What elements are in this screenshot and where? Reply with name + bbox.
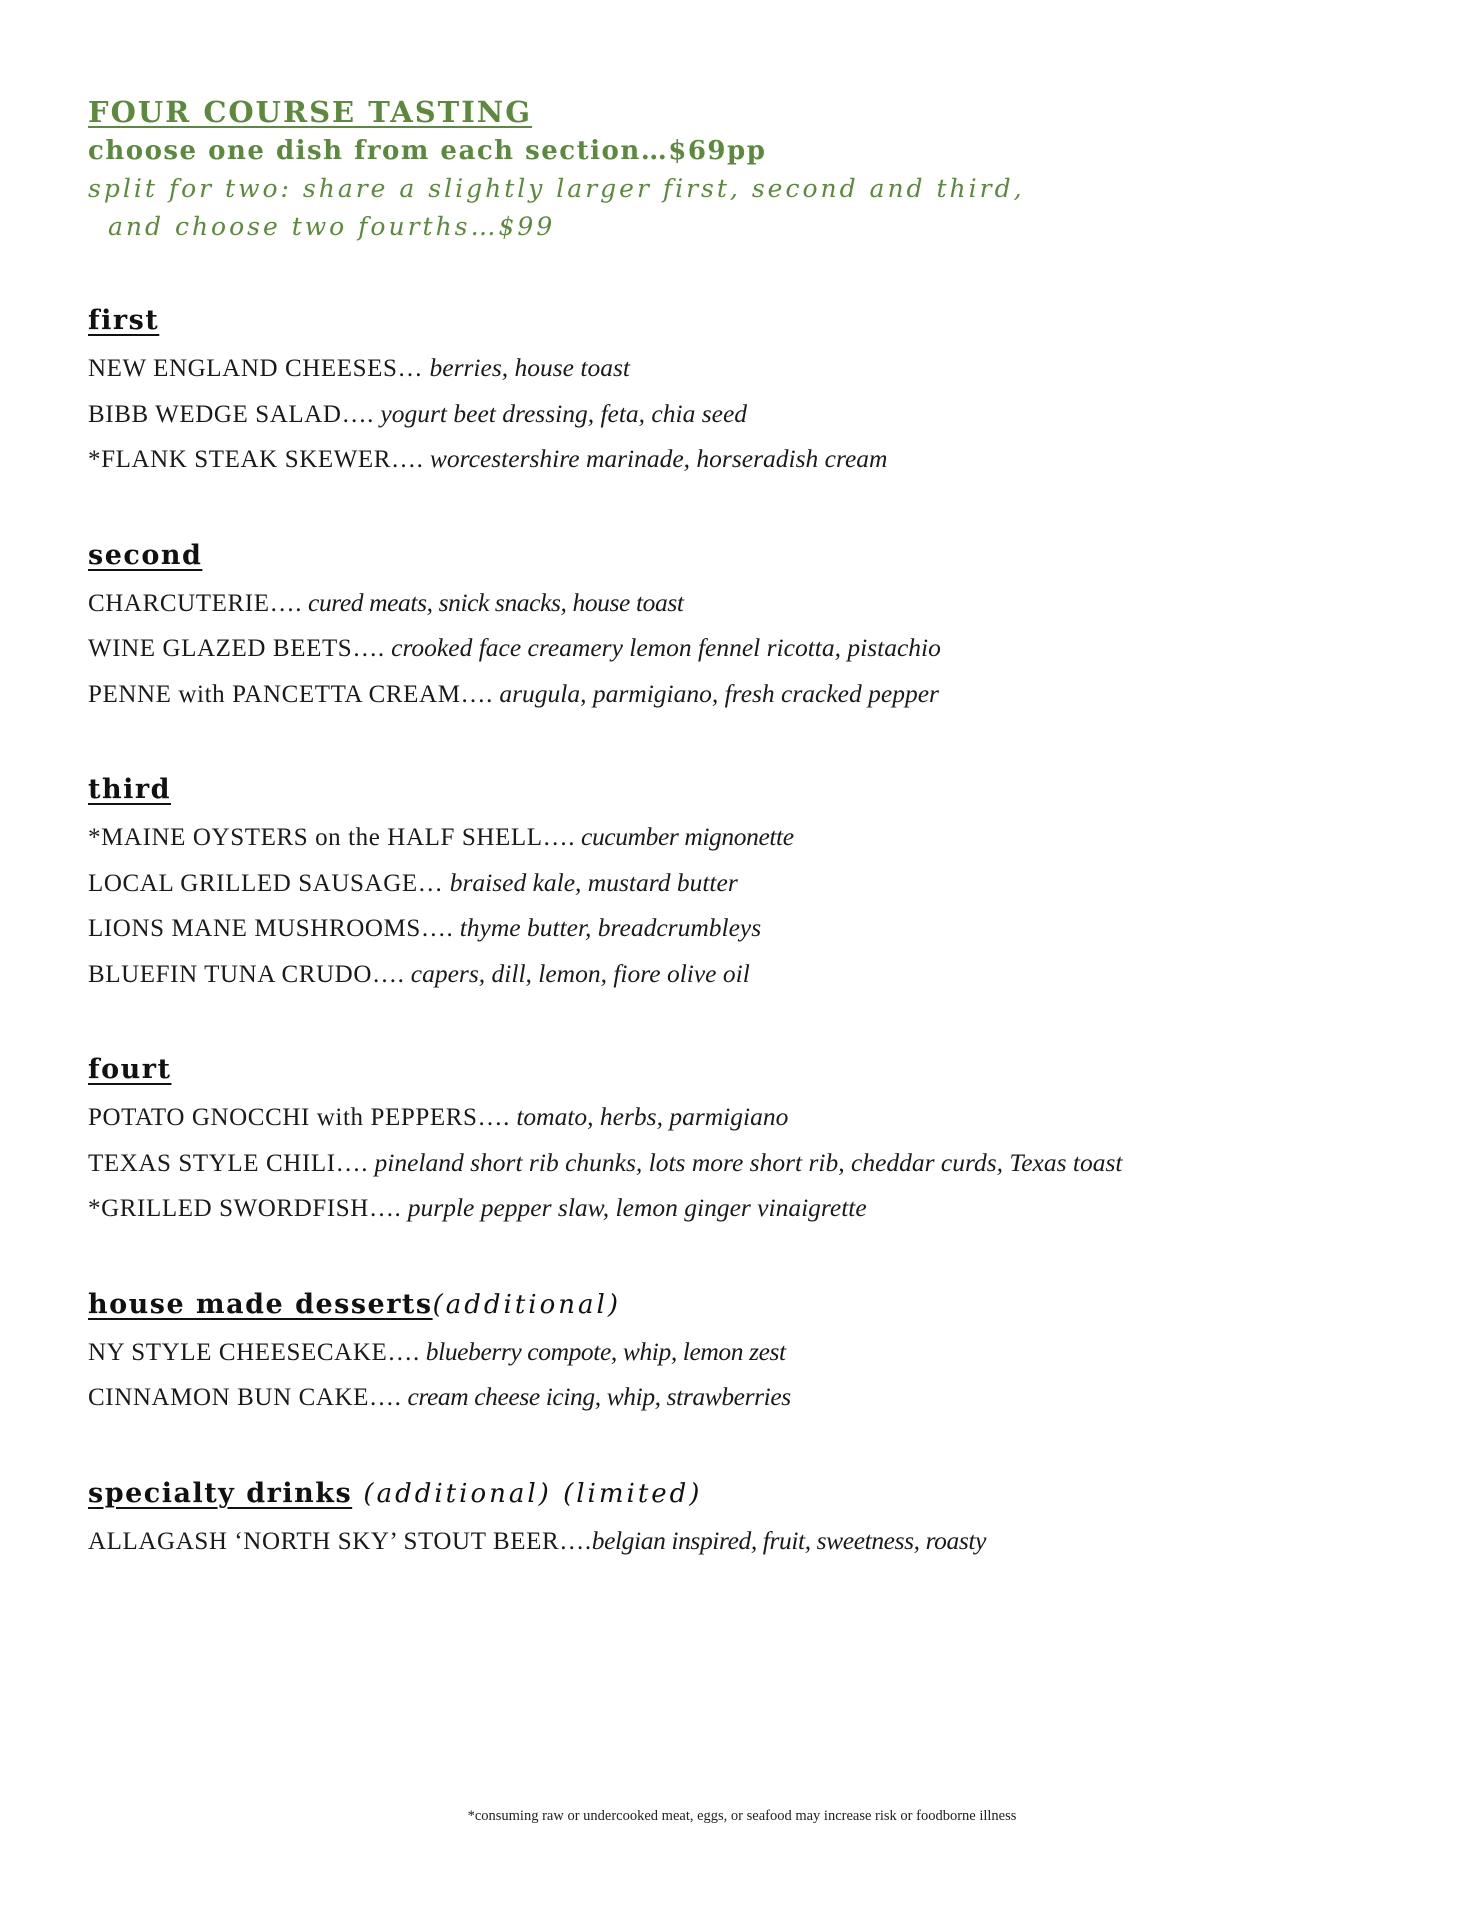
dish-name: LOCAL GRILLED SAUSAGE…: [88, 869, 444, 897]
dish-description: berries, house toast: [423, 353, 630, 382]
menu-item: [88, 906, 1448, 952]
section-heading-text: third: [88, 774, 171, 805]
dish-name: ALLAGASH ‘NORTH SKY’ STOUT BEER….: [88, 1527, 592, 1555]
dish-name: BLUEFIN TUNA CRUDO….: [88, 960, 405, 988]
dish-name: *MAINE OYSTERS on the HALF SHELL….: [88, 824, 576, 851]
section-heading-text: second: [88, 539, 203, 571]
section-heading-text: fourt: [88, 1054, 172, 1085]
dish-description: braised kale, mustard butter: [443, 867, 738, 897]
section-heading: [88, 1475, 1448, 1513]
dish-description: blueberry compote, whip, lemon zest: [419, 1336, 786, 1366]
menu-item: [88, 1330, 1448, 1376]
raw-food-disclaimer: *consuming raw or undercooked meat, eggs, or seafood may increase risk or foodborne illness: [467, 1808, 1017, 1824]
menu-subtitle: choose one dish from each section…$69pp: [88, 136, 767, 166]
dish-name: PENNE with PANCETTA CREAM….: [88, 680, 493, 708]
dish-description: cured meats, snick snacks, house toast: [302, 587, 684, 617]
split-for-two-line-2: and choose two fourths…$99: [108, 212, 556, 241]
dish-name: BIBB WEDGE SALAD….: [88, 400, 375, 428]
dish-description: belgian inspired, fruit, sweetness, roasty: [591, 1525, 986, 1555]
dish-name: *FLANK STEAK SKEWER….: [88, 446, 424, 473]
menu-item: [88, 1375, 1448, 1421]
section-heading: [88, 537, 1448, 575]
dish-name: CHARCUTERIE….: [88, 589, 303, 617]
section-fourth: [88, 1051, 1448, 1232]
dish-description: cucumber mignonette: [575, 822, 794, 851]
menu-item: [88, 581, 1448, 627]
section-heading: [88, 1286, 1448, 1324]
menu-item: [88, 1519, 1448, 1565]
section-heading-note: (additional) (limited): [352, 1478, 703, 1509]
dish-description: thyme butter, breadcrumbleys: [453, 913, 762, 942]
section-heading: [88, 1051, 1448, 1089]
menu-item: [88, 392, 1448, 438]
menu-page: [88, 92, 1448, 1564]
dish-name: NEW ENGLAND CHEESES…: [88, 355, 424, 382]
section-heading: [88, 302, 1448, 340]
dish-description: capers, dill, lemon, fiore olive oil: [404, 958, 750, 988]
dish-description: tomato, herbs, parmigiano: [509, 1102, 789, 1131]
menu-item: [88, 437, 1448, 483]
split-for-two-line-1: split for two: share a slightly larger first, second and third,: [88, 174, 1025, 203]
section-third: [88, 771, 1448, 997]
section-second: [88, 537, 1448, 718]
dish-name: WINE GLAZED BEETS….: [88, 635, 385, 662]
section-heading: [88, 771, 1448, 809]
dish-description: crooked face creamery lemon fennel ricotta, pistachio: [384, 633, 941, 662]
dish-name: *GRILLED SWORDFISH….: [88, 1195, 402, 1222]
dish-description: cream cheese icing, whip, strawberries: [401, 1382, 791, 1411]
dish-name: POTATO GNOCCHI with PEPPERS….: [88, 1104, 510, 1131]
section-desserts: [88, 1286, 1448, 1421]
section-heading-text: specialty drinks: [88, 1477, 353, 1509]
dish-description: pineland short rib chunks, lots more short rib, cheddar curds, Texas toast: [368, 1147, 1123, 1177]
dish-name: CINNAMON BUN CAKE….: [88, 1384, 402, 1411]
dish-description: arugula, parmigiano, fresh cracked pepper: [492, 678, 939, 708]
menu-item: [88, 1186, 1448, 1232]
section-heading-text: house made desserts: [88, 1288, 433, 1320]
dish-description: purple pepper slaw, lemon ginger vinaigrette: [401, 1193, 867, 1222]
section-specialty-drinks: [88, 1475, 1448, 1565]
menu-item: [88, 672, 1448, 718]
dish-name: NY STYLE CHEESECAKE….: [88, 1338, 420, 1366]
menu-item: [88, 861, 1448, 907]
menu-item: [88, 1095, 1448, 1141]
dish-description: worcestershire marinade, horseradish cream: [423, 444, 888, 473]
dish-name: LIONS MANE MUSHROOMS….: [88, 915, 454, 942]
menu-item: [88, 952, 1448, 998]
menu-item: [88, 346, 1448, 392]
menu-item: [88, 815, 1448, 861]
section-first: [88, 302, 1448, 483]
menu-item: [88, 626, 1448, 672]
menu-item: [88, 1141, 1448, 1187]
section-heading-text: first: [88, 305, 160, 336]
dish-description: yogurt beet dressing, feta, chia seed: [374, 398, 748, 428]
section-heading-note: (additional): [432, 1289, 621, 1320]
menu-title: FOUR COURSE TASTING: [88, 95, 533, 129]
dish-name: TEXAS STYLE CHILI….: [88, 1149, 369, 1177]
